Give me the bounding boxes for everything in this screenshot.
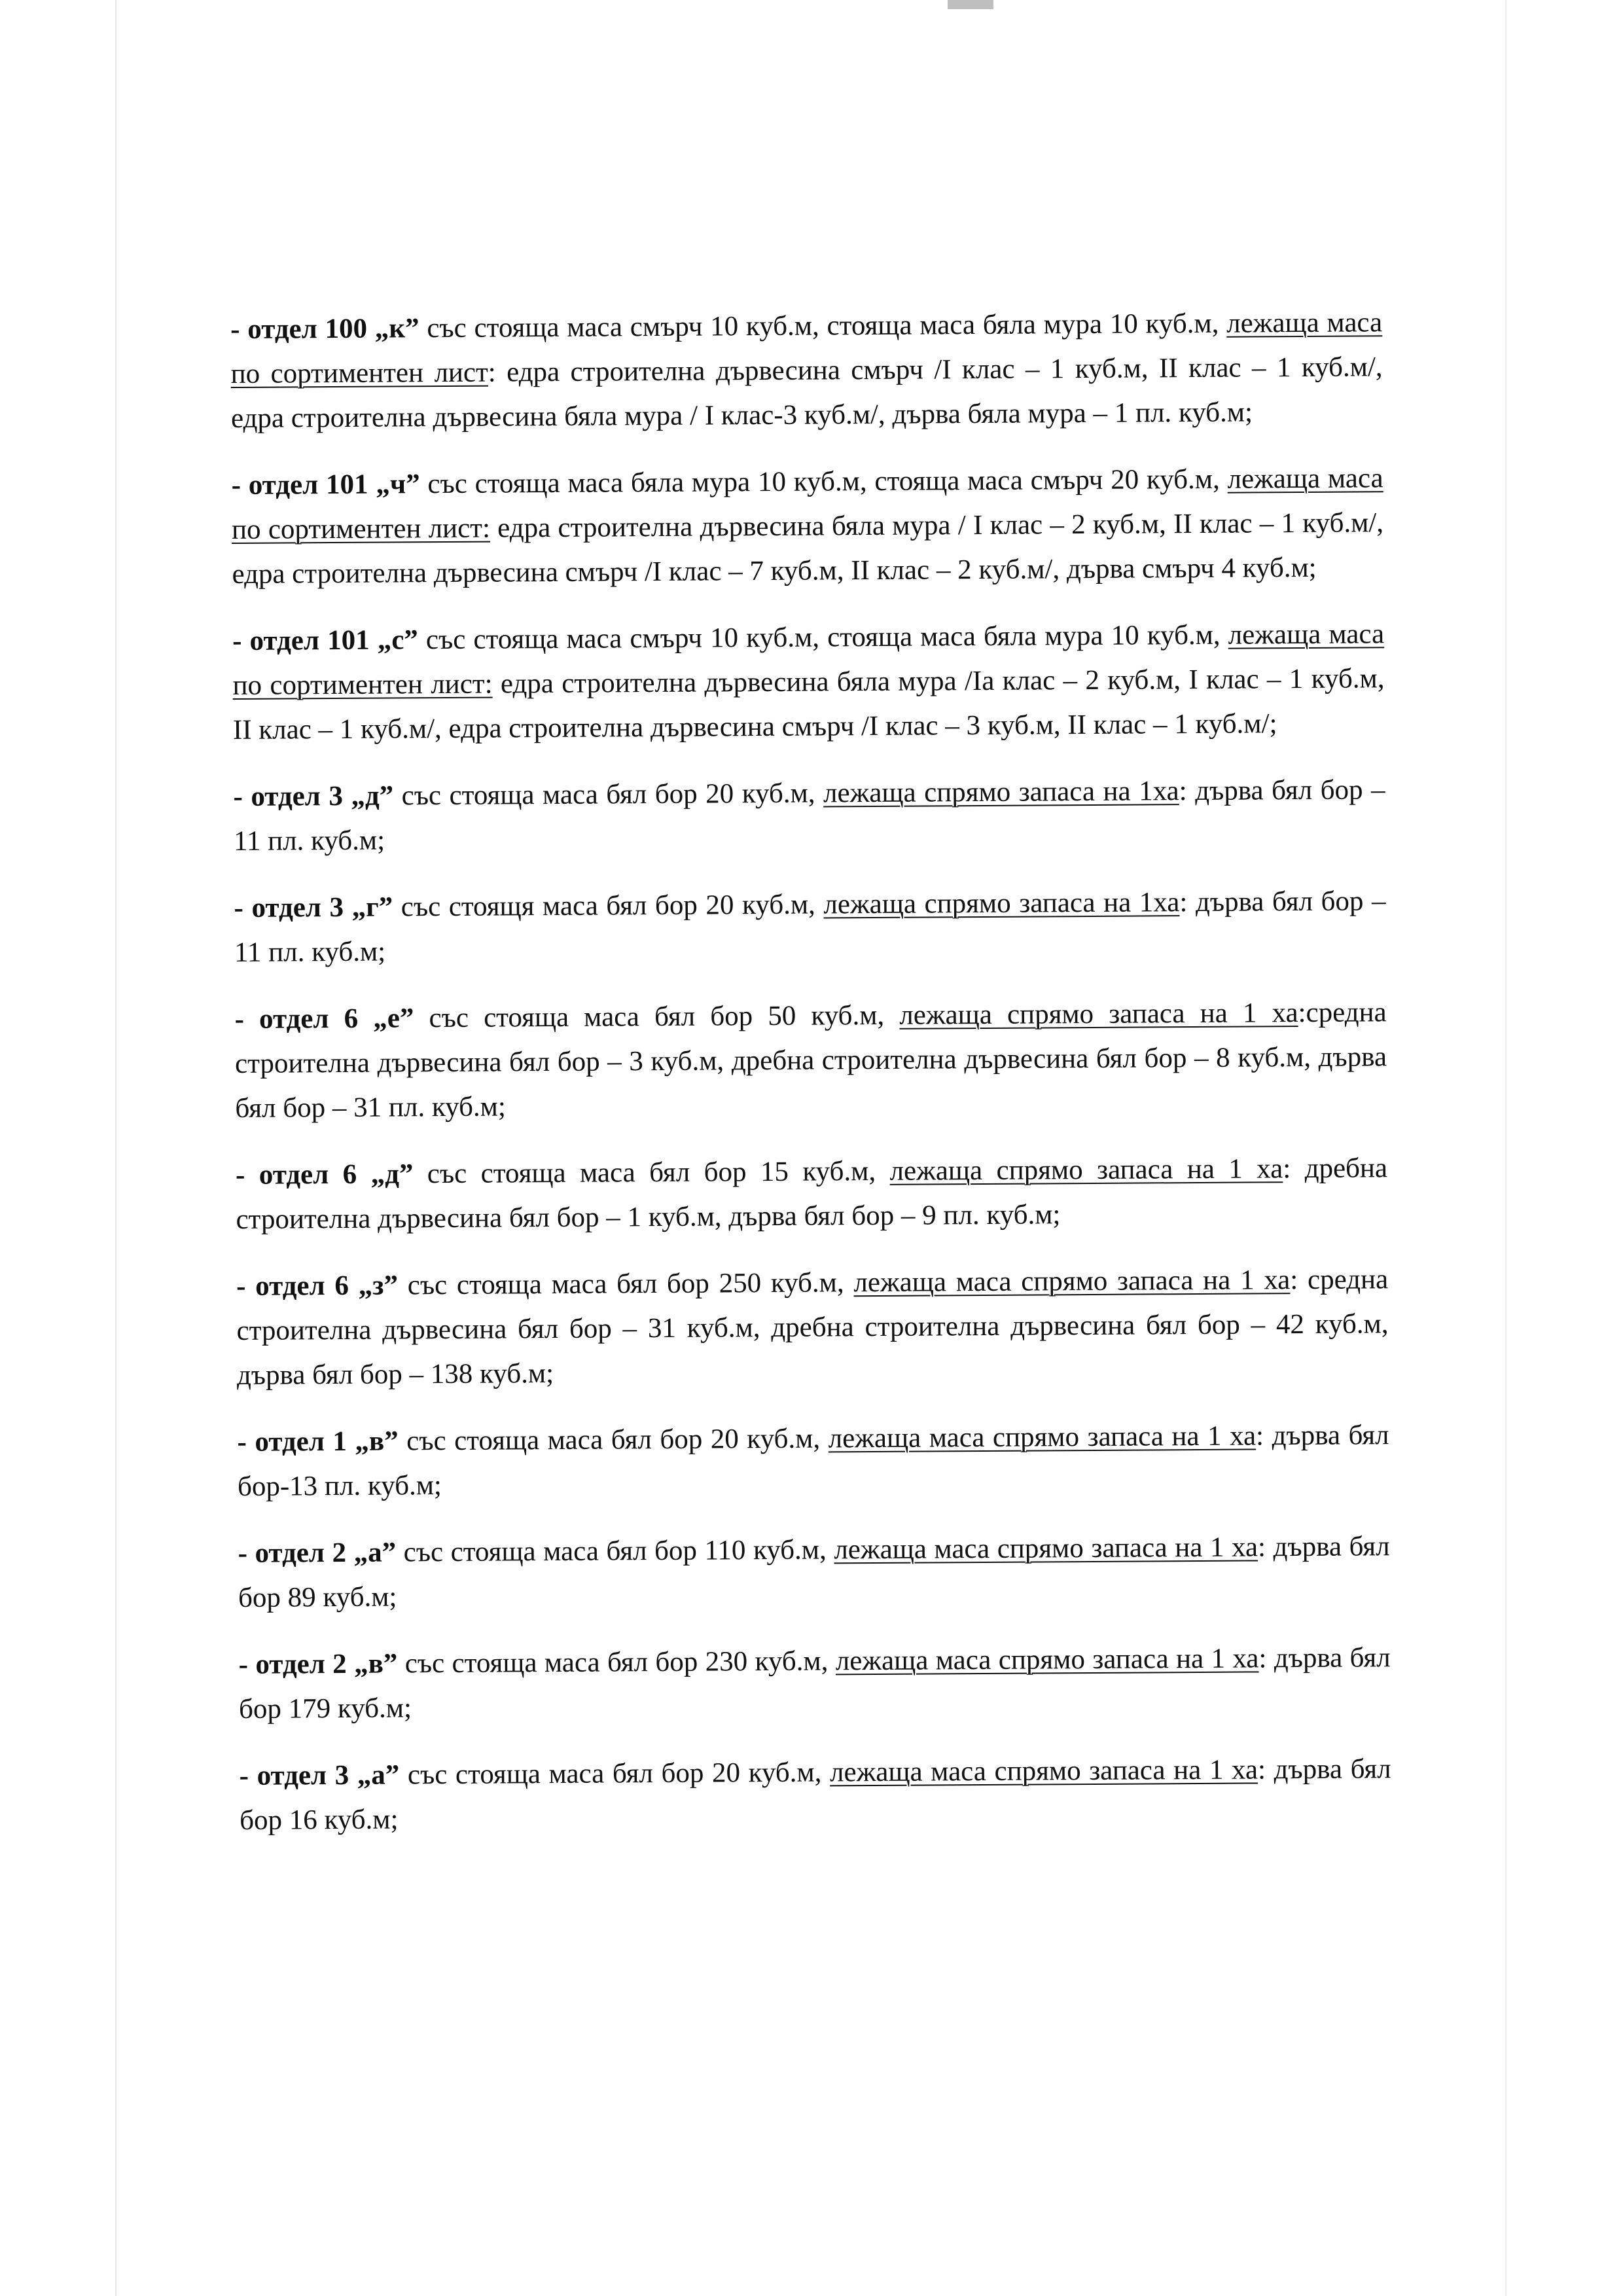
section-lying-mass-heading: лежаща спрямо запаса на 1 ха [899, 997, 1298, 1031]
section-details: : средна строителна дървесина бял бор – 31 куб.м, дребна строителна дървесина бял бор – 42 куб.м, дърва бял бор – 138 куб.м; [236, 1264, 1389, 1391]
scan-edge-right [1505, 0, 1507, 2296]
forest-section-entry [237, 1413, 1389, 1509]
section-lying-mass-heading: лежаща маса спрямо запаса на 1 ха [829, 1754, 1258, 1788]
section-standing-mass: със стояща маса смърч 10 куб.м, стояща маса бяла мура 10 куб.м, [419, 308, 1227, 344]
section-standing-mass: със стояща маса смърч 10 куб.м, стояща маса бяла мура 10 куб.м, [418, 619, 1228, 656]
section-lying-mass-heading: лежаща маса по сортиментен лист [230, 307, 1383, 389]
forest-section-entry [240, 1747, 1392, 1843]
forest-section-entry [234, 879, 1386, 975]
section-label: - отдел 3 „д” [233, 780, 394, 812]
section-details: : дърва бял бор 89 куб.м; [238, 1531, 1390, 1613]
section-details: : дърва бял бор 16 куб.м; [239, 1753, 1391, 1836]
section-standing-mass: със стояща маса бял бор 250 куб.м, [397, 1267, 854, 1301]
section-standing-mass: със стояща маса бял бор 15 куб.м, [413, 1155, 890, 1190]
forest-section-entry [238, 1636, 1391, 1732]
section-label: - отдел 101 „ч” [231, 469, 420, 501]
section-lying-mass-heading: лежаща спрямо запаса на 1ха [823, 776, 1179, 809]
section-lying-mass-heading: лежаща маса спрямо запаса на 1 ха [834, 1532, 1258, 1566]
section-label: - отдел 2 „а” [238, 1537, 397, 1569]
section-label: - отдел 101 „с” [232, 624, 418, 656]
forest-section-entry [238, 1524, 1390, 1621]
section-label: - отдел 1 „в” [237, 1426, 399, 1458]
section-lying-mass-heading: лежаща спрямо запаса на 1 ха [889, 1153, 1283, 1187]
section-standing-mass: със стояща маса бял бор 50 куб.м, [414, 999, 900, 1034]
forest-section-entry [236, 1146, 1388, 1242]
section-lying-mass-heading: лежаща маса спрямо запаса на 1 ха [835, 1643, 1259, 1677]
scan-edge-left [115, 0, 116, 2296]
section-details: : едра строителна дървесина смърч /I клас – 1 куб.м, II клас – 1 куб.м/, едра строителна дървесина бяла мура / I клас-3 куб.м/, дърва бяла мура – 1 пл. куб.м; [230, 351, 1383, 434]
section-standing-mass: със стояща маса бял бор 20 куб.м, [393, 778, 824, 812]
scan-artifact [948, 0, 993, 9]
section-lying-mass-heading: лежаща спрямо запаса на 1ха [823, 887, 1180, 920]
section-lying-mass-heading: лежаща маса по сортиментен лист: [232, 619, 1385, 701]
forest-section-entry [231, 456, 1383, 597]
forest-section-entry [234, 990, 1387, 1131]
section-label: - отдел 6 „з” [236, 1270, 399, 1302]
section-standing-mass: със стояща маса бял бор 20 куб.м, [399, 1757, 830, 1791]
forest-section-entry [230, 300, 1383, 441]
forest-section-entry [233, 768, 1385, 864]
section-details: : дребна строителна дървесина бял бор – 1 куб.м, дърва бял бор – 9 пл. куб.м; [236, 1153, 1388, 1235]
forest-section-entry [236, 1257, 1389, 1398]
section-details: едра строителна дървесина бяла мура /Ia клас – 2 куб.м, I клас – 1 куб.м, II клас – 1 куб.м/, едра строителна дървесина смърч /I клас – 3 куб.м, II клас – 1 куб.м/; [232, 663, 1385, 745]
section-standing-mass: със стояща маса бяла мура 10 куб.м, стояща маса смърч 20 куб.м, [419, 463, 1228, 500]
section-details: : дърва бял бор-13 пл. куб.м; [237, 1420, 1389, 1502]
section-details: : дърва бял бор – 11 пл. куб.м; [234, 886, 1386, 968]
section-details: : дърва бял бор – 11 пл. куб.м; [233, 774, 1385, 857]
section-label: - отдел 100 „к” [230, 313, 419, 345]
section-details: :средна строителна дървесина бял бор – 3 куб.м, дребна строителна дървесина бял бор – 8 куб.м, дърва бял бор – 31 пл. куб.м; [234, 997, 1387, 1124]
section-label: - отдел 3 „г” [234, 891, 393, 924]
section-label: - отдел 3 „а” [239, 1759, 400, 1791]
section-label: - отдел 2 „в” [238, 1648, 398, 1680]
forest-section-entry [232, 612, 1385, 753]
section-standing-mass: със стояща маса бял бор 110 куб.м, [395, 1534, 834, 1568]
section-lying-mass-heading: лежаща маса спрямо запаса на 1 ха [828, 1420, 1257, 1454]
section-standing-mass: със стояща маса бял бор 230 куб.м, [397, 1645, 836, 1679]
section-lying-mass-heading: лежаща маса спрямо запаса на 1 ха [853, 1265, 1291, 1299]
section-label: - отдел 6 „д” [235, 1158, 414, 1191]
section-details: едра строителна дървесина бяла мура / I клас – 2 куб.м, II клас – 1 куб.м/, едра строителна дървесина смърч /I клас – 7 куб.м, II клас – 2 куб.м/, дърва смърч 4 куб.м; [232, 507, 1384, 590]
section-lying-mass-heading: лежаща маса по сортиментен лист: [231, 463, 1383, 545]
document-body [230, 300, 1392, 1865]
section-standing-mass: със стоящя маса бял бор 20 куб.м, [393, 889, 824, 923]
section-details: : дърва бял бор 179 куб.м; [238, 1642, 1391, 1725]
section-label: - отдел 6 „е” [234, 1003, 414, 1035]
section-standing-mass: със стояща маса бял бор 20 куб.м, [398, 1423, 829, 1457]
